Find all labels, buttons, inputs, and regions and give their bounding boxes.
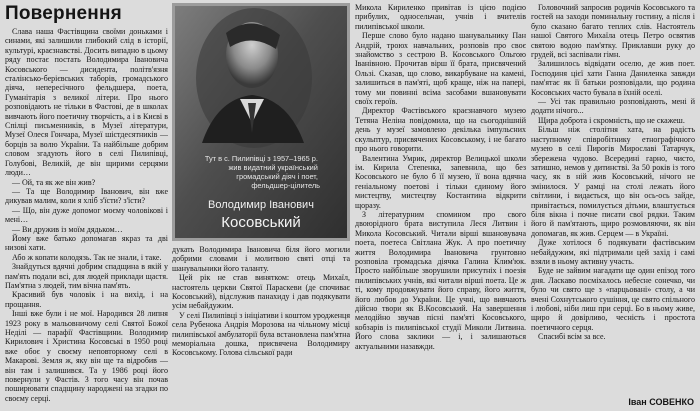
paragraph: Інші вже були і не мої. Народився 28 липня 1923 року в мальовничому селі Святої Божої Неділі — парафії Фастівщини. Володимир Кирилович і Христина Косовські в 1950 році вже обоє у своєму неповторному селі в Макарові. Земля ж, яку він ще та відробив — він там і залишився. Та у 1986 році його повернули у Фастів. 3 того часу він почав поширювати спадщину народжені на згадки по своєму серці. bbox=[5, 309, 168, 403]
column-2 bbox=[172, 245, 350, 408]
paragraph: Йому вже батько допомагав якраз та дві низові хати. bbox=[5, 233, 168, 253]
column-1 bbox=[5, 27, 168, 408]
dialogue-line: — Ви дружив із моїм дядьком… bbox=[12, 224, 123, 234]
paragraph: Дуже хотілося б подякувати фастівським небайдужим, які підтримали цей захід і самі взяли в ньому активну участь. bbox=[531, 238, 695, 266]
article-title: Повернення bbox=[5, 3, 122, 24]
paragraph: Валентина Умрик, директор Велицької школи ім. Кирила Степенка, запевнила, що без Косовського не було б її музею, її вона вдячна геніальному поетові і тільки єдиному його мистецтву, мистецтву Костантина відкрити щоразу. bbox=[355, 153, 526, 210]
paragraph: У селі Пилипівці з ініціативи і коштом уродженця села Рубенока Андрія Морозова на чільному місці пилипівської амбулаторії була встановлена пам'ятна меморіальна дошка, присвячена Володимиру Косовському. Голова сільської ради bbox=[172, 310, 350, 358]
paragraph: Щира доброта і скромність, що не скажеш. bbox=[538, 115, 685, 125]
paragraph: Цей рік не став винятком: отець Михаїл, настоятель церкви Святої Параскеви (де спочиває Косовський), відслужив панахиду і дав подякувати усім небайдужим. bbox=[172, 273, 350, 311]
paragraph: Микола Кириленко привітав із цією подією прибулих, односельчан, учнів і вчителів пилипівської школи. bbox=[355, 3, 526, 31]
plaque-note: Тут в с. Пилипівці з 1957–1965 р. жив видатний український громадський діяч і поет, фельдшер-цілитель bbox=[204, 154, 320, 190]
paragraph: Директор Фастівського краєзнавчого музею Тетяна Неліна повідомила, що на сьогоднішній день у музеї замовлено декілька імпульсних скульптур, присвячених Косовському, і не багато про нього говорити. bbox=[355, 106, 526, 154]
paragraph: Більш ніж столітня хата, на радість наступному співробітнику етнографічного музею в селі Пирогів Мирославі Татарчук, збережена чудово. Всередині гарно, чисто, затишно, немов у дитинстві. За 50 років із того часу, як в ній жив Косовський, нічого не змінилося. У рамці на столі лежать його світлини, і видається, що він ось-ось зайде, привітається, помилується дітьми, влаштується біля вікна і почне писати свої рядки. Таким його й пам'ятають, щиро розмовляючи, як він допомагав, як жив. Серцем — в Україні. bbox=[531, 125, 695, 238]
paragraph: Слава наша Фастівщина своїми доньками і синами, які залишили глибокий слід в історії, культурі, краєзнавстві. Досить випадно в цьому ряду постає постать Володимира Івановича Косовського — дисидента, політв'язня сталінсько-берієвських таборів, громадського діяча, непересічного фельдшера, поета, Гуманітарія з великої літери. Про нього розповідають не тільки в Фастові, де в школах вивчають його поетичну творчість, а і в Києві в Спілці письменників, в Музеї літератури, Музеї Олеся Гончара, Музеї шістдесятників — борців за волю України. Та найбільше добрим словом згадують його в селі Пилипівці, Голубові, Великій, де він щирими серцями люди… bbox=[5, 27, 168, 178]
memorial-plaque-photo bbox=[172, 3, 350, 241]
dialogue-line: — Ой, та як же він жив? bbox=[12, 177, 96, 187]
column-3 bbox=[355, 3, 526, 408]
paragraph: З літературним спомином про свого двоюрідного брата виступила Леся Литвин і Микола Косовський. Читали вірші вшановувача поета, поетеса Світлана Жук. А про поетичну життя Володимира Івановича грунтовно розповіла громадська діячка Галина Клим'юк. Просто найбільше зворушили присутніх і поезія пилипівських учнів, які читали вірші поета. Це ж ті, кому продовжувати його справу, його життя, його любов до України. Це учні, що вивчають дійсно твори як В.Косовський. На завершення мелодійно звучав пісні пам'яті Косовського, кобзарів із пилипівської студії Миколи Литвина. Його слова заклики — і, і залишаються актуальними назавжди. bbox=[355, 209, 526, 351]
paragraph: дукать Володимира Івановича біля його могили добрими словами і молитвою святі отці та шанувальники його таланту. bbox=[172, 245, 350, 273]
paragraph: Залишилось відвідати оселю, де жив поет. Господиня цієї хати Ганна Даниленка завжди пам'ятає як її батьки розповідали, що родина Косовських часто бувала в їхній оселі. bbox=[531, 59, 695, 97]
paragraph: Спасибі всім за все. bbox=[538, 332, 606, 342]
plaque-first-names: Володимир Іванович bbox=[208, 199, 314, 211]
paragraph: Красивий був чоловік і на вихід, і на прощання. bbox=[5, 290, 168, 309]
plaque-surname: Косовський bbox=[221, 214, 301, 231]
paragraph: Знайдуться вдячні добрим спадщина в якій у пам'ять подали всі, для людей приклади щастя. Пам'ятна з людей, тим вічна пам'ять. bbox=[5, 262, 168, 290]
dialogue-line: — Та ще Володимир Іванович, він вже дикував малим, коли я хліб з'їсти? з'їсти? bbox=[5, 186, 168, 206]
dialogue-line: — Усі так правильно розповідають, мені й додати нічого... bbox=[531, 97, 695, 116]
paragraph: Головочний запросив родичів Косовського та гостей на заходи поминальну гостину, а після і було сказано багато теплих слів. Настоятель нашої Святого Михаїла отець Петро освятив святою водою пам'ятку. Приклавши руку до грудей, всі заспівали гімн. bbox=[531, 3, 695, 60]
dialogue-line: — Що, він дуже допомог моєму чоловікові і мені… bbox=[5, 205, 168, 225]
column-4 bbox=[531, 3, 695, 388]
paragraph: Буде не зайвим нагадати ще один епізод того дня. Ласкаво посміхалось небесне сонечко, чи було чи свято ще з «парцьовані» столу, а чи вчені Сохнутського сушіння, це свято спільного і любові, ніби лиш при серці. Бо в ньому живе, щиро й довірливо, чесність і простота поетичного серця. bbox=[531, 266, 695, 332]
paragraph: Перше слово було надано шанувальнику Пан Андрій, троюх навчальних, розповів про своє знайомство з сестрою В. Косовського Ольгою Іванівною. Прочитав вірш її брата, присвячений Ользі. Сказав, що слово, викарбуване на камені, залишиться в пам'яті, щоб краще, ніж на папері, тому ми повинні всіма засобами вшановувати своїх героїв. bbox=[355, 31, 526, 107]
author-signature: Іван СОВЕНКО bbox=[628, 397, 694, 407]
paragraph: Або ж копати колодязь. Так не знали, і таке. bbox=[12, 252, 162, 262]
